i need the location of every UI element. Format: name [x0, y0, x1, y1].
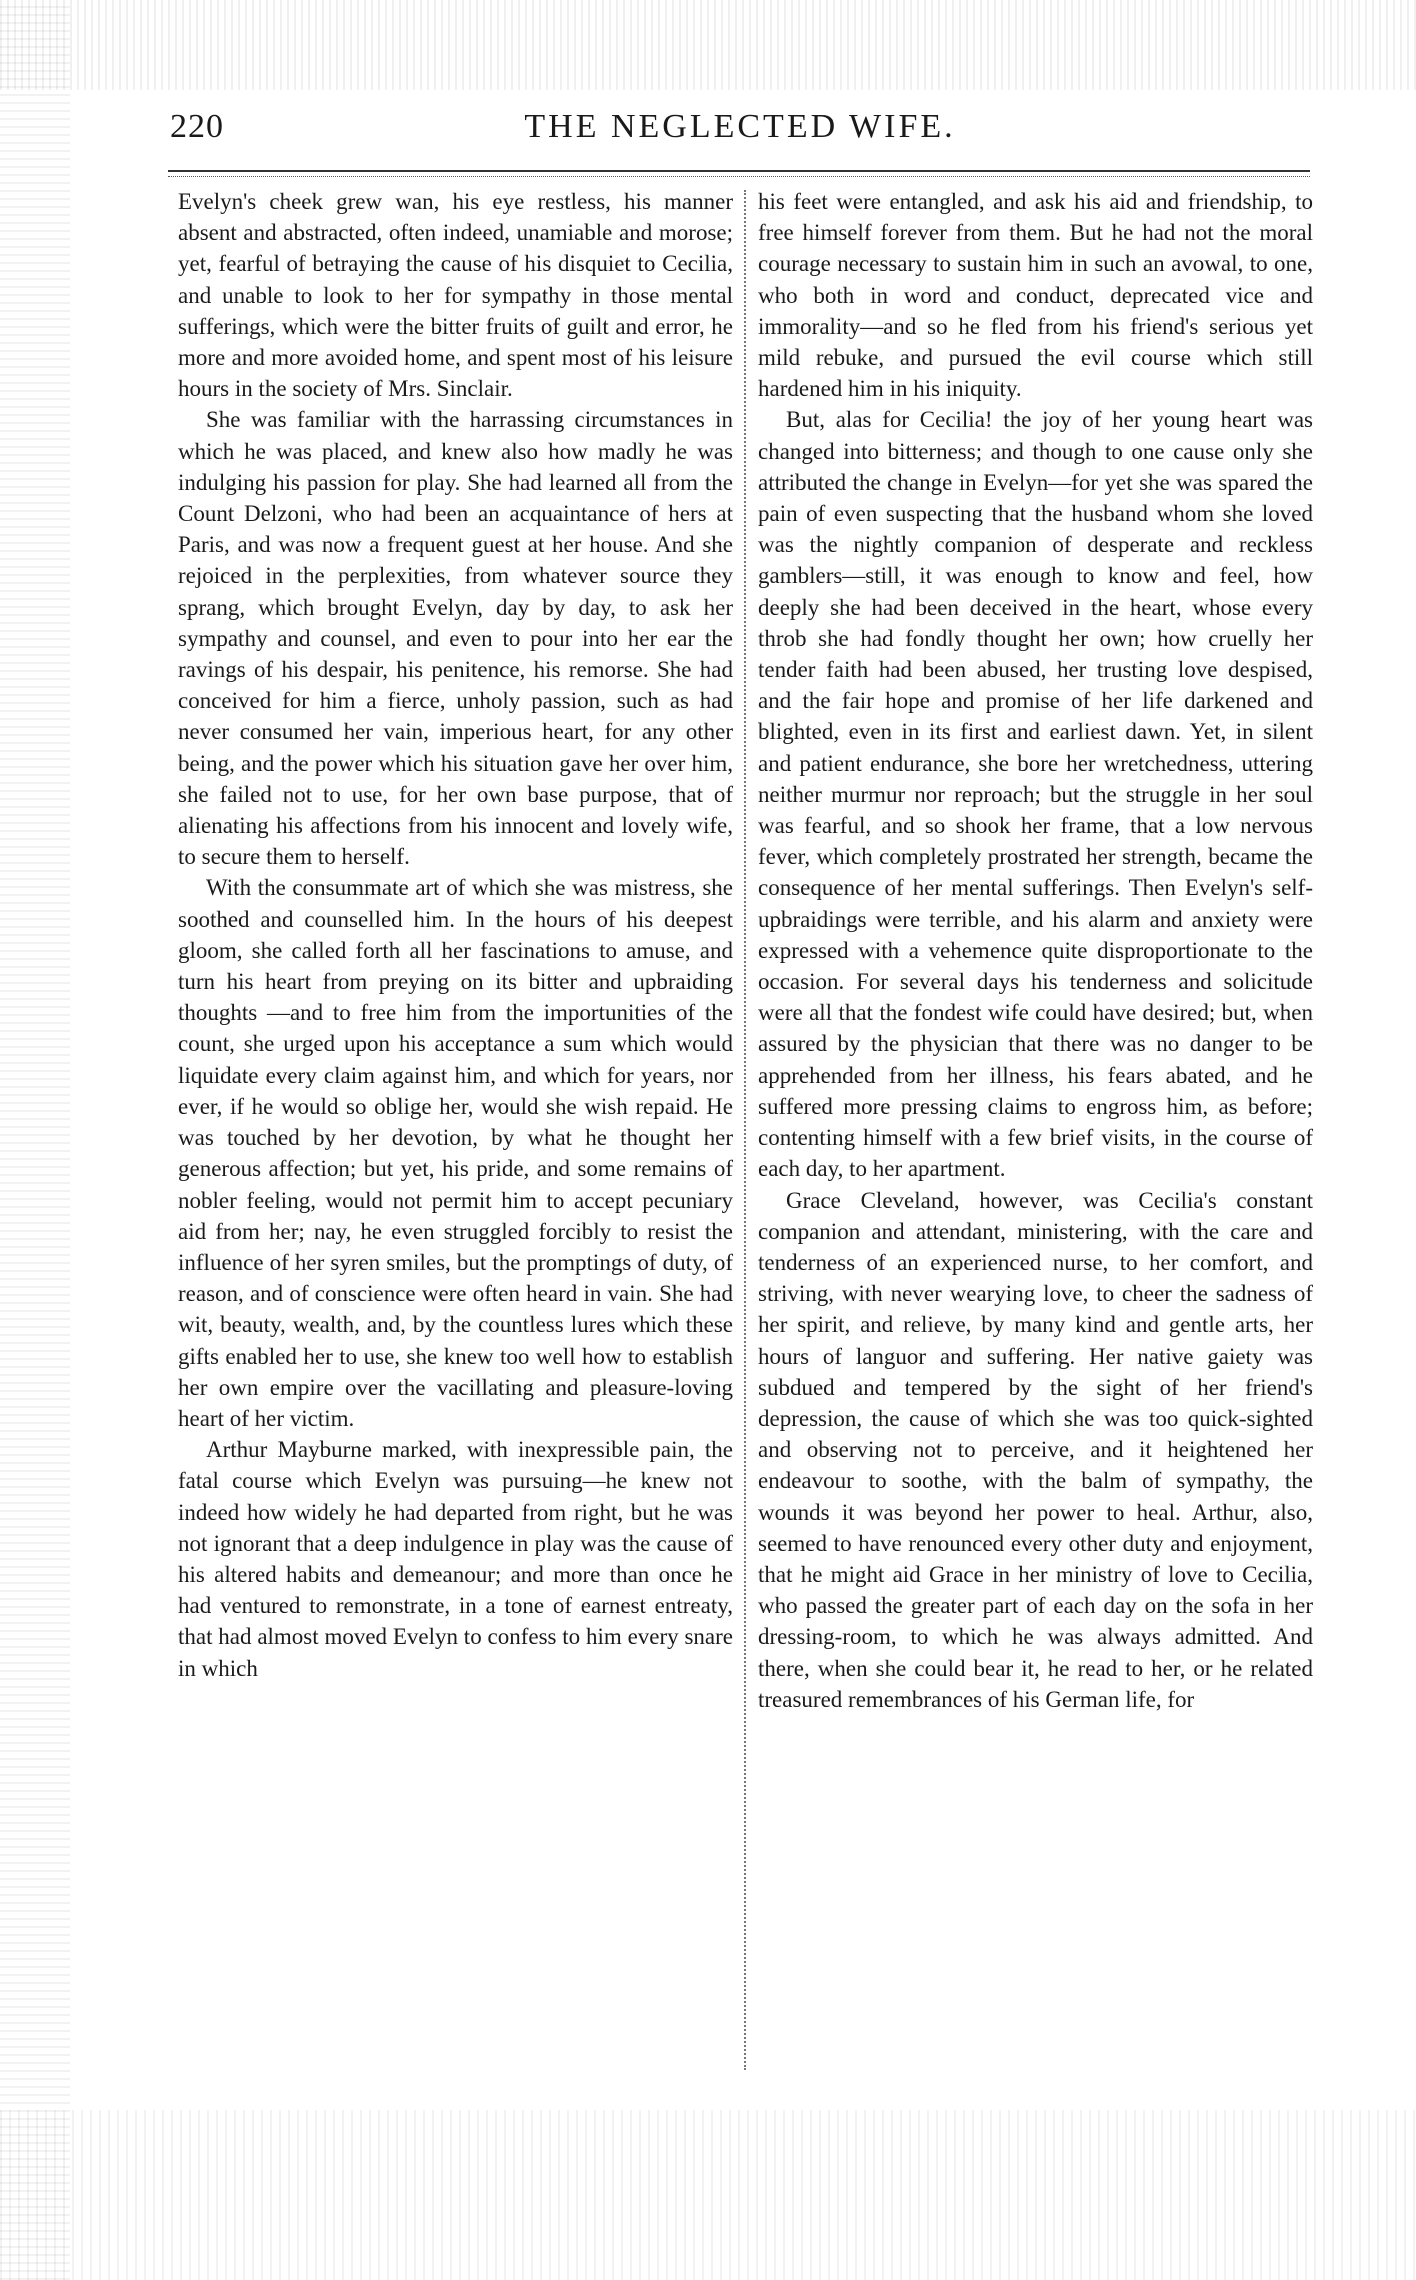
paragraph: She was familiar with the harrassing circumstances in which he was placed, and knew also how madly he was indulging his passion for play. She had learned all from the Count Delzoni, who had been an acquaintance of hers at Paris, and was now a frequent guest at her house. And she rejoiced in the perplexities, from whatever source they sprang, which brought Evelyn, day by day, to ask her sympathy and counsel, and even to pour into her ear the ravings of his despair, his penitence, his remorse. She had conceived for him a fierce, unholy passion, such as had never consumed her vain, imperious heart, for any other being, and the power which his situation gave her over him, she failed not to use, for her own base purpose, that of alienating his affections from his innocent and lovely wife, to secure them to herself.: [178, 407, 733, 870]
paragraph: With the consummate art of which she was mistress, she soothed and counselled him. In the hours of his deepest gloom, she called forth all her fascinations to amuse, and turn his heart from preying on its bitter and upbraiding thoughts —and to free him from the importunities of the count, she urged upon his acceptance a sum which would liquidate every claim against him, and which for years, nor ever, if he would so oblige her, would she wish repaid. He was touched by her devotion, by what he thought her generous affection; but yet, his pride, and some remains of nobler feeling, would not permit him to accept pecuniary aid from her; nay, he even struggled forcibly to resist the influence of her syren smiles, but the promptings of duty, of reason, and of conscience were often heard in vain. She had wit, beauty, wealth, and, by the countless lures which these gifts enabled her to use, she knew too well how to establish her own empire over the vacillating and pleasure-loving heart of her victim.: [178, 875, 733, 1431]
column-divider: [744, 190, 746, 2070]
paragraph: Grace Cleveland, however, was Cecilia's constant companion and attendant, ministering, with the care and tenderness of an experienced nurse, to her comfort, and striving, with never wearying love, to cheer the sadness of her spirit, and relieve, by many kind and gentle arts, her hours of languor and suffering. Her native gaiety was subdued and tempered by the sight of her friend's depression, the cause of which she was too quick-sighted and observing not to perceive, and it heightened her endeavour to soothe, with the balm of sympathy, the wounds it was beyond her power to heal. Arthur, also, seemed to have renounced every other duty and enjoyment, that he might aid Grace in her ministry of love to Cecilia, who passed the greater part of each day on the sofa in her dressing-room, to which he was always admitted. And there, when she could bear it, he read to her, or he related treasured remembrances of his German life, for: [758, 1187, 1313, 1712]
header-rule: [168, 170, 1310, 172]
paragraph: But, alas for Cecilia! the joy of her young heart was changed into bitterness; and though to one cause only she attributed the change in Evelyn—for yet she was spared the pain of even suspecting that the husband whom she loved was the nightly companion of desperate and reckless gamblers—still, it was enough to know and feel, how deeply she had been deceived in the heart, whose every throb she had fondly thought her own; how cruelly her tender faith had been abused, her trusting love despised, and the fair hope and promise of her life darkened and blighted, even in its first and earliest dawn. Yet, in silent and patient endurance, she bore her wretchedness, uttering neither murmur nor reproach; but the struggle in her soul was fearful, and so shook her frame, that a low nervous fever, which completely prostrated her strength, became the consequence of her mental sufferings. Then Evelyn's self-upbraidings were terrible, and his alarm and anxiety were expressed with a vehemence quite disproportionate to the occasion. For several days his tenderness and solicitude were all that the fondest wife could have desired; but, when assured by the physician that there was no danger to be apprehended from her illness, his fears abated, and he suffered more pressing claims to engross him, as before; contenting himself with a few brief visits, in the course of each day, to her apartment.: [758, 407, 1313, 1182]
page-header: [170, 108, 1310, 156]
scan-noise-left: [0, 0, 70, 2280]
left-column: [178, 186, 733, 1684]
paragraph: Arthur Mayburne marked, with inexpressible pain, the fatal course which Evelyn was pursuing—he knew not indeed how widely he had departed from right, but he was not ignorant that a deep indulgence in play was the cause of his altered habits and demeanour; and more than once he had ventured to remonstrate, in a tone of earnest entreaty, that had almost moved Evelyn to confess to him every snare in which: [178, 1437, 733, 1681]
paragraph: Evelyn's cheek grew wan, his eye restless, his manner absent and abstracted, often indeed, unamiable and morose; yet, fearful of betraying the cause of his disquiet to Cecilia, and unable to look to her for sympathy in those mental sufferings, which were the bitter fruits of guilt and error, he more and more avoided home, and spent most of his leisure hours in the society of Mrs. Sinclair.: [178, 189, 733, 402]
scan-noise-top: [0, 0, 1416, 90]
paragraph: his feet were entangled, and ask his aid and friendship, to free himself forever from them. But he had not the moral courage necessary to sustain him in such an avowal, to one, who both in word and conduct, deprecated vice and immorality—and so he fled from his friend's serious yet mild rebuke, and pursued the evil course which still hardened him in his iniquity.: [758, 189, 1313, 402]
right-column: [758, 186, 1313, 1715]
running-title: THE NEGLECTED WIFE.: [524, 108, 956, 145]
header-rule-dotted: [168, 176, 1310, 177]
page-number: 220: [170, 108, 224, 145]
scan-noise-bottom: [0, 2110, 1416, 2280]
